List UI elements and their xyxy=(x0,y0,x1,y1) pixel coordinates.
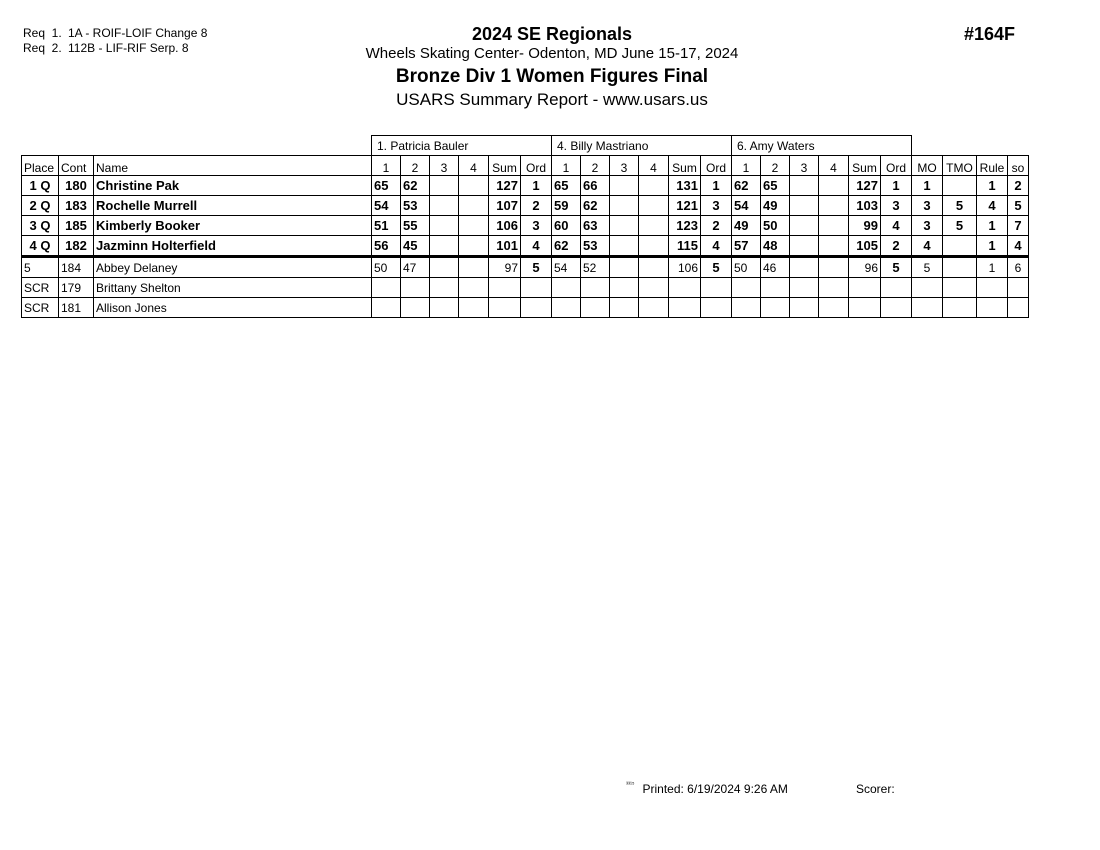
mark-cell xyxy=(372,298,401,318)
printed-timestamp: Printed: 6/19/2024 9:26 AM xyxy=(642,782,788,796)
requirement-2-key: Req 2. xyxy=(23,41,62,55)
mark-cell: 51 xyxy=(372,216,401,236)
ordinal-cell: 3 xyxy=(701,196,732,216)
mo-cell: 3 xyxy=(912,216,943,236)
ordinal-cell xyxy=(701,298,732,318)
skater-name-cell: Christine Pak xyxy=(94,176,372,196)
mark-cell xyxy=(761,298,790,318)
rule-cell: 1 xyxy=(977,257,1008,278)
skater-name-cell: Kimberly Booker xyxy=(94,216,372,236)
table-row xyxy=(22,257,1029,278)
col-header-rule: Rule xyxy=(977,156,1008,176)
mark-cell: 53 xyxy=(401,196,430,216)
mark-cell: 49 xyxy=(732,216,761,236)
sum-cell: 106 xyxy=(489,216,521,236)
mark-cell xyxy=(581,278,610,298)
col-header-sum: Sum xyxy=(849,156,881,176)
ordinal-cell: 3 xyxy=(521,216,552,236)
mark-cell xyxy=(732,278,761,298)
mark-cell xyxy=(639,257,669,278)
so-cell xyxy=(1008,278,1029,298)
place-cell: 3 Q xyxy=(22,216,59,236)
mark-cell xyxy=(610,236,639,257)
mark-cell: 53 xyxy=(581,236,610,257)
col-header-mark: 1 xyxy=(552,156,581,176)
col-header-mark: 3 xyxy=(610,156,639,176)
mo-cell: 4 xyxy=(912,236,943,257)
mark-cell xyxy=(430,196,459,216)
mark-cell: 62 xyxy=(401,176,430,196)
mark-cell xyxy=(819,236,849,257)
ordinal-cell xyxy=(881,298,912,318)
col-header-ord: Ord xyxy=(701,156,732,176)
mark-cell xyxy=(459,216,489,236)
mark-cell: 62 xyxy=(581,196,610,216)
col-header-mark: 2 xyxy=(761,156,790,176)
sum-cell: 107 xyxy=(489,196,521,216)
tmo-cell: 5 xyxy=(943,216,977,236)
col-header-mark: 4 xyxy=(639,156,669,176)
mark-cell xyxy=(459,298,489,318)
col-header-sum: Sum xyxy=(669,156,701,176)
table-row xyxy=(22,176,1029,196)
sum-cell xyxy=(489,298,521,318)
requirement-1 xyxy=(23,26,207,40)
mo-cell xyxy=(912,278,943,298)
sum-cell: 131 xyxy=(669,176,701,196)
ordinal-cell: 1 xyxy=(521,176,552,196)
event-title: Bronze Div 1 Women Figures Final xyxy=(395,66,709,87)
col-header-place: Place xyxy=(22,156,59,176)
mark-cell xyxy=(430,176,459,196)
rule-cell: 1 xyxy=(977,176,1008,196)
mark-cell xyxy=(639,196,669,216)
mark-cell: 66 xyxy=(581,176,610,196)
mark-cell: 50 xyxy=(372,257,401,278)
col-header-tmo: TMO xyxy=(943,156,977,176)
sum-cell xyxy=(849,298,881,318)
so-cell: 4 xyxy=(1008,236,1029,257)
rule-cell xyxy=(977,278,1008,298)
judge-name-1: 1. Patricia Bauler xyxy=(372,136,552,156)
sum-cell: 115 xyxy=(669,236,701,257)
requirement-2-text: 112B - LIF-RIF Serp. 8 xyxy=(68,41,189,55)
event-number: #164F xyxy=(964,24,1016,44)
skater-name-cell: Jazminn Holterfield xyxy=(94,236,372,257)
col-header-mark: 4 xyxy=(819,156,849,176)
mark-cell xyxy=(819,278,849,298)
mark-cell xyxy=(401,298,430,318)
place-cell: 2 Q xyxy=(22,196,59,216)
so-cell: 5 xyxy=(1008,196,1029,216)
mark-cell: 65 xyxy=(761,176,790,196)
mo-cell: 5 xyxy=(912,257,943,278)
ordinal-cell: 2 xyxy=(521,196,552,216)
ordinal-cell: 4 xyxy=(881,216,912,236)
mark-cell xyxy=(552,278,581,298)
table-row xyxy=(22,236,1029,257)
col-header-ord: Ord xyxy=(521,156,552,176)
mark-cell: 65 xyxy=(552,176,581,196)
mark-cell xyxy=(459,196,489,216)
report-title: USARS Summary Report - www.usars.us xyxy=(396,90,708,109)
so-cell: 6 xyxy=(1008,257,1029,278)
so-cell: 2 xyxy=(1008,176,1029,196)
mark-cell xyxy=(430,278,459,298)
mark-cell xyxy=(430,236,459,257)
sum-cell: 97 xyxy=(489,257,521,278)
mark-cell xyxy=(610,176,639,196)
col-header-ord: Ord xyxy=(881,156,912,176)
tmo-cell xyxy=(943,257,977,278)
sum-cell xyxy=(669,298,701,318)
scorer-label: Scorer: xyxy=(856,782,895,796)
mark-cell: 56 xyxy=(372,236,401,257)
mark-cell xyxy=(639,278,669,298)
col-header-mark: 3 xyxy=(790,156,819,176)
mark-cell xyxy=(790,298,819,318)
place-cell: 1 Q xyxy=(22,176,59,196)
mark-cell xyxy=(819,196,849,216)
mark-cell xyxy=(732,298,761,318)
rule-cell: 1 xyxy=(977,236,1008,257)
mark-cell xyxy=(581,298,610,318)
tmo-cell: 5 xyxy=(943,196,977,216)
mark-cell xyxy=(790,236,819,257)
mark-cell xyxy=(790,196,819,216)
place-cell: SCR xyxy=(22,298,59,318)
contestant-number-cell: 182 xyxy=(59,236,94,257)
ordinal-cell: 2 xyxy=(701,216,732,236)
ordinal-cell: 1 xyxy=(881,176,912,196)
mark-cell xyxy=(610,298,639,318)
mark-cell xyxy=(761,278,790,298)
col-header-name: Name xyxy=(94,156,372,176)
judge-name-3: 6. Amy Waters xyxy=(732,136,912,156)
sum-cell: 121 xyxy=(669,196,701,216)
mark-cell xyxy=(459,176,489,196)
col-header-mo: MO xyxy=(912,156,943,176)
tmo-cell xyxy=(943,278,977,298)
print-code: ³³¹⁵ xyxy=(626,782,635,788)
mark-cell xyxy=(401,278,430,298)
ordinal-cell: 1 xyxy=(701,176,732,196)
mark-cell: 52 xyxy=(581,257,610,278)
sum-cell: 99 xyxy=(849,216,881,236)
ordinal-cell: 3 xyxy=(881,196,912,216)
ordinal-cell xyxy=(521,298,552,318)
mark-cell xyxy=(639,298,669,318)
ordinal-cell: 5 xyxy=(701,257,732,278)
ordinal-cell: 4 xyxy=(701,236,732,257)
skater-name-cell: Allison Jones xyxy=(94,298,372,318)
col-header-mark: 4 xyxy=(459,156,489,176)
table-row xyxy=(22,298,1029,318)
tmo-cell xyxy=(943,236,977,257)
table-row xyxy=(22,216,1029,236)
ordinal-cell xyxy=(701,278,732,298)
printed-footer xyxy=(626,782,788,796)
place-cell: 5 xyxy=(22,257,59,278)
rule-cell: 1 xyxy=(977,216,1008,236)
mark-cell xyxy=(639,216,669,236)
mark-cell xyxy=(790,278,819,298)
judge-header-end xyxy=(912,136,1029,156)
sum-cell xyxy=(489,278,521,298)
judge-header-spacer xyxy=(22,136,372,156)
contestant-number-cell: 181 xyxy=(59,298,94,318)
mark-cell: 62 xyxy=(552,236,581,257)
mo-cell xyxy=(912,298,943,318)
skater-name-cell: Abbey Delaney xyxy=(94,257,372,278)
mark-cell xyxy=(819,298,849,318)
sum-cell: 103 xyxy=(849,196,881,216)
mark-cell: 55 xyxy=(401,216,430,236)
col-header-mark: 2 xyxy=(581,156,610,176)
sum-cell xyxy=(849,278,881,298)
mark-cell: 63 xyxy=(581,216,610,236)
ordinal-cell xyxy=(521,278,552,298)
mark-cell xyxy=(790,176,819,196)
contestant-number-cell: 183 xyxy=(59,196,94,216)
mo-cell: 3 xyxy=(912,196,943,216)
mark-cell xyxy=(372,278,401,298)
mark-cell xyxy=(430,216,459,236)
mark-cell xyxy=(430,257,459,278)
mark-cell xyxy=(790,216,819,236)
report-header xyxy=(250,24,854,111)
so-cell: 7 xyxy=(1008,216,1029,236)
ordinal-cell: 4 xyxy=(521,236,552,257)
mark-cell xyxy=(459,278,489,298)
judge-header-row xyxy=(22,136,1029,156)
mark-cell: 65 xyxy=(372,176,401,196)
ordinal-cell: 5 xyxy=(521,257,552,278)
mark-cell: 50 xyxy=(761,216,790,236)
mark-cell xyxy=(459,236,489,257)
col-header-mark: 1 xyxy=(372,156,401,176)
tmo-cell xyxy=(943,176,977,196)
mark-cell xyxy=(819,216,849,236)
mark-cell: 48 xyxy=(761,236,790,257)
contestant-number-cell: 184 xyxy=(59,257,94,278)
mark-cell: 54 xyxy=(372,196,401,216)
judge-name-2: 4. Billy Mastriano xyxy=(552,136,732,156)
skater-name-cell: Rochelle Murrell xyxy=(94,196,372,216)
mark-cell xyxy=(639,176,669,196)
mark-cell xyxy=(610,278,639,298)
mark-cell: 46 xyxy=(761,257,790,278)
contestant-number-cell: 179 xyxy=(59,278,94,298)
mark-cell: 45 xyxy=(401,236,430,257)
ordinal-cell xyxy=(881,278,912,298)
col-header-cont: Cont xyxy=(59,156,94,176)
mark-cell: 59 xyxy=(552,196,581,216)
mark-cell: 54 xyxy=(732,196,761,216)
table-row xyxy=(22,196,1029,216)
sum-cell: 101 xyxy=(489,236,521,257)
mo-cell: 1 xyxy=(912,176,943,196)
table-row xyxy=(22,278,1029,298)
sum-cell: 96 xyxy=(849,257,881,278)
mark-cell xyxy=(610,196,639,216)
mark-cell: 60 xyxy=(552,216,581,236)
competition-title: 2024 SE Regionals xyxy=(471,24,633,44)
mark-cell: 57 xyxy=(732,236,761,257)
ordinal-cell: 5 xyxy=(881,257,912,278)
mark-cell xyxy=(819,176,849,196)
sum-cell: 105 xyxy=(849,236,881,257)
place-cell: SCR xyxy=(22,278,59,298)
mark-cell: 47 xyxy=(401,257,430,278)
requirement-1-text: 1A - ROIF-LOIF Change 8 xyxy=(68,26,208,40)
mark-cell: 54 xyxy=(552,257,581,278)
skater-name-cell: Brittany Shelton xyxy=(94,278,372,298)
sum-cell: 123 xyxy=(669,216,701,236)
col-header-mark: 2 xyxy=(401,156,430,176)
mark-cell: 50 xyxy=(732,257,761,278)
mark-cell xyxy=(790,257,819,278)
mark-cell: 62 xyxy=(732,176,761,196)
sum-cell xyxy=(669,278,701,298)
mark-cell xyxy=(459,257,489,278)
mark-cell xyxy=(639,236,669,257)
rule-cell xyxy=(977,298,1008,318)
sum-cell: 127 xyxy=(849,176,881,196)
results-table xyxy=(21,135,1029,318)
venue-line: Wheels Skating Center- Odenton, MD June 15-17, 2024 xyxy=(365,45,739,62)
column-header-row xyxy=(22,156,1029,176)
requirement-2 xyxy=(23,41,189,55)
tmo-cell xyxy=(943,298,977,318)
ordinal-cell: 2 xyxy=(881,236,912,257)
col-header-sum: Sum xyxy=(489,156,521,176)
mark-cell xyxy=(819,257,849,278)
mark-cell xyxy=(610,216,639,236)
so-cell xyxy=(1008,298,1029,318)
contestant-number-cell: 180 xyxy=(59,176,94,196)
col-header-so: so xyxy=(1008,156,1029,176)
col-header-mark: 1 xyxy=(732,156,761,176)
mark-cell xyxy=(552,298,581,318)
col-header-mark: 3 xyxy=(430,156,459,176)
requirement-1-key: Req 1. xyxy=(23,26,62,40)
mark-cell xyxy=(430,298,459,318)
contestant-number-cell: 185 xyxy=(59,216,94,236)
sum-cell: 106 xyxy=(669,257,701,278)
place-cell: 4 Q xyxy=(22,236,59,257)
mark-cell: 49 xyxy=(761,196,790,216)
rule-cell: 4 xyxy=(977,196,1008,216)
mark-cell xyxy=(610,257,639,278)
sum-cell: 127 xyxy=(489,176,521,196)
